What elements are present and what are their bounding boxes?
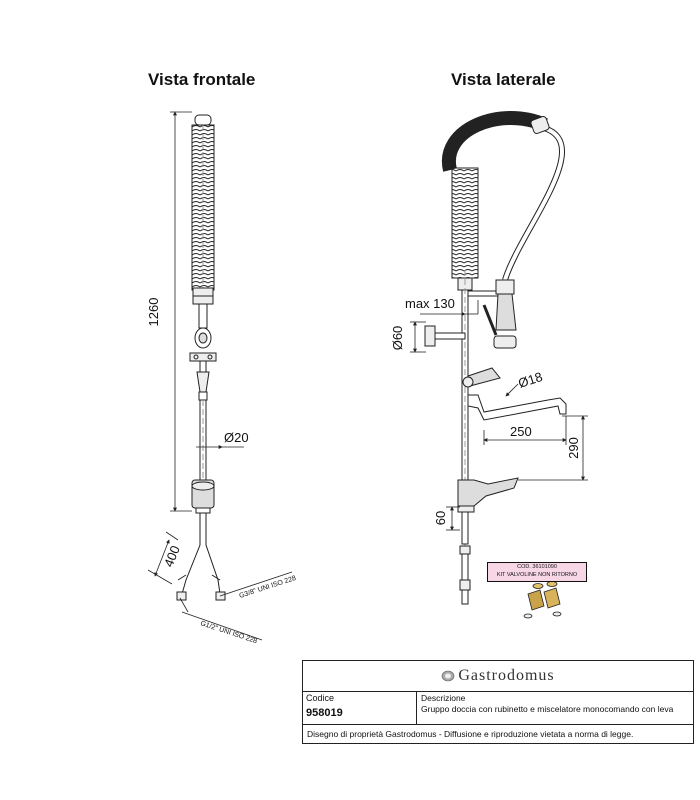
dimension-spout-height: 290 [566, 437, 581, 459]
valve-kit-label [487, 562, 587, 582]
valve-kit-name: KIT VALVOLINE NON RITORNO [496, 572, 578, 578]
brand-name: Gastrodomus [458, 667, 555, 684]
dimension-max-reach: max 130 [405, 296, 455, 311]
title-block-brand [303, 661, 693, 692]
side-view-title-text: Vista laterale [451, 70, 556, 89]
thread-label-g38: G3/8" UNI ISO 228 [238, 574, 298, 600]
code-label: Codice [306, 693, 335, 703]
front-view-drawing [177, 115, 225, 600]
brand-logo-icon [441, 670, 455, 682]
dimension-base-height: 60 [433, 510, 448, 526]
dimension-hose-diameter: Ø20 [224, 430, 249, 445]
title-block-footer: Disegno di proprietà Gastrodomus - Diffusione e riproduzione vietata a norma di legge. [307, 729, 634, 739]
dimension-bracket-diameter: Ø60 [390, 325, 405, 351]
side-view-drawing [425, 116, 566, 604]
front-view-title-text: Vista frontale [148, 70, 256, 89]
dimension-height-total: 1260 [146, 297, 161, 327]
description-label: Descrizione [421, 693, 466, 703]
title-block-info-row [303, 691, 693, 725]
code-value: 958019 [306, 707, 343, 719]
thread-label-g12: G1/2" UNI ISO 228 [199, 620, 258, 646]
title-block-code-cell [303, 691, 417, 724]
description-value: Gruppo doccia con rubinetto e miscelatore monocomando con leva [421, 704, 674, 714]
valve-kit-illustration [524, 582, 561, 619]
dimension-spout-diameter: Ø18 [516, 368, 545, 391]
valve-kit-code: COD. 36101090 [517, 564, 557, 570]
dimension-flex-length: 400 [160, 543, 183, 570]
dimension-spout-length: 250 [510, 424, 532, 439]
title-block [302, 660, 694, 744]
